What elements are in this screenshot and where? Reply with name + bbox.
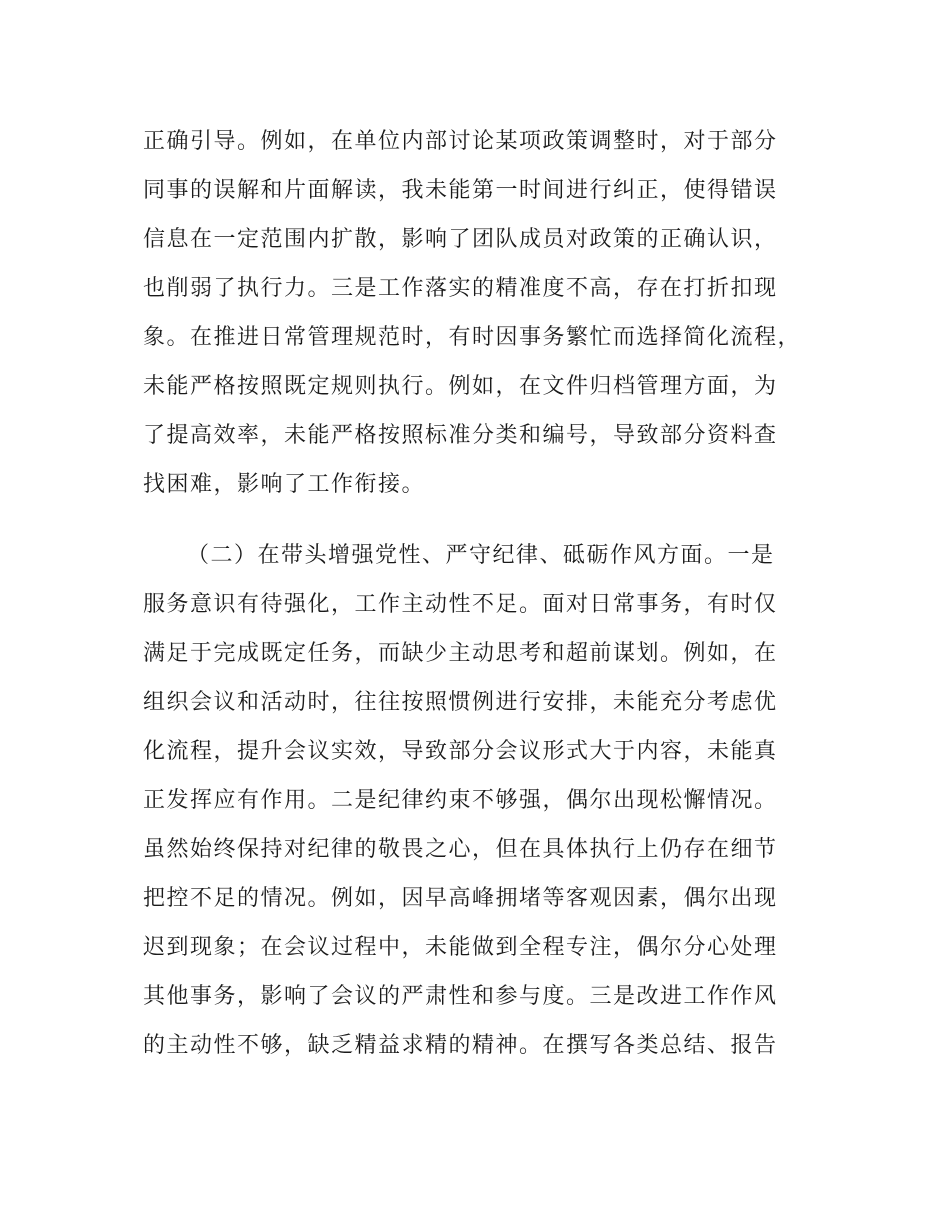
text-line: 未能严格按照既定规则执行。例如，在文件归档管理方面，为 <box>143 374 778 399</box>
section-heading-line: （二）在带头增强党性、严守纪律、砥砺作风方面。一是 <box>187 543 775 568</box>
text-line: 同事的误解和片面解读，我未能第一时间进行纠正，使得错误 <box>143 178 778 203</box>
text-line: 其他事务，影响了会议的严肃性和参与度。三是改进工作作风 <box>143 984 778 1009</box>
text-line: 了提高效率，未能严格按照标准分类和编号，导致部分资料查 <box>143 423 778 448</box>
text-line: 迟到现象；在会议过程中，未能做到全程专注，偶尔分心处理 <box>143 935 778 960</box>
text-line: 象。在推进日常管理规范时，有时因事务繁忙而选择简化流程， <box>143 325 802 350</box>
text-line: 也削弱了执行力。三是工作落实的精准度不高，存在打折扣现 <box>143 276 778 301</box>
text-line: 找困难，影响了工作衔接。 <box>143 472 426 497</box>
text-line: 虽然始终保持对纪律的敬畏之心，但在具体执行上仍存在细节 <box>143 837 778 862</box>
text-line: 的主动性不够，缺乏精益求精的精神。在撰写各类总结、报告 <box>143 1033 778 1058</box>
text-line: 正确引导。例如，在单位内部讨论某项政策调整时，对于部分 <box>143 129 778 154</box>
text-line: 正发挥应有作用。二是纪律约束不够强，偶尔出现松懈情况。 <box>143 788 778 813</box>
text-line: 信息在一定范围内扩散，影响了团队成员对政策的正确认识， <box>143 227 778 252</box>
text-line: 组织会议和活动时，往往按照惯例进行安排，未能充分考虑优 <box>143 690 778 715</box>
text-line: 把控不足的情况。例如，因早高峰拥堵等客观因素，偶尔出现 <box>143 886 778 911</box>
text-line: 化流程，提升会议实效，导致部分会议形式大于内容，未能真 <box>143 739 778 764</box>
text-line: 服务意识有待强化，工作主动性不足。面对日常事务，有时仅 <box>143 592 778 617</box>
text-line: 满足于完成既定任务，而缺少主动思考和超前谋划。例如，在 <box>143 641 778 666</box>
